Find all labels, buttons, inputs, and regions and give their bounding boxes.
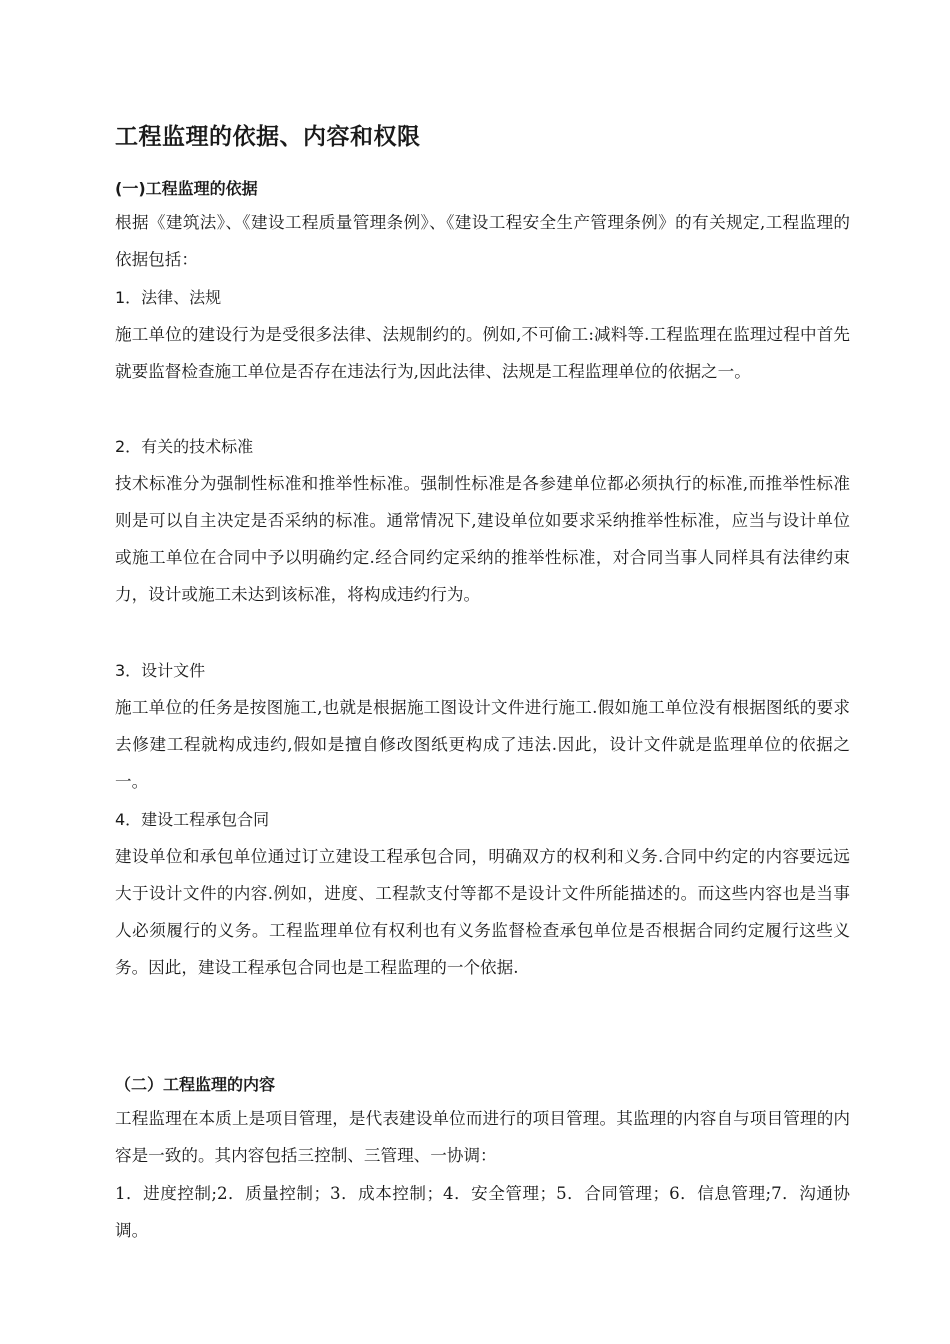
item-text-design: 施工单位的任务是按图施工,也就是根据施工图设计文件进行施工.假如施工单位没有根据图纸的要求去修建工程就构成违约,假如是擅自修改图纸更构成了违法.因此，设计文件就是监理单位的依据之一。	[115, 698, 850, 791]
content-list: 1．进度控制;2．质量控制；3．成本控制；4．安全管理；5．合同管理；6．信息管理;7．沟通协调。	[115, 1184, 850, 1240]
item-label-design: 3．设计文件	[115, 661, 206, 680]
item-text-contract: 建设单位和承包单位通过订立建设工程承包合同，明确双方的权利和义务.合同中约定的内容要远远大于设计文件的内容.例如，进度、工程款支付等都不是设计文件所能描述的。而这些内容也是当事人必须履行的义务。工程监理单位有权利也有义务监督检查承包单位是否根据合同约定履行这些义务。因此，建设工程承包合同也是工程监理的一个依据.	[115, 847, 850, 977]
section-heading-content: （二）工程监理的内容	[115, 1075, 276, 1094]
section-intro-content: 工程监理在本质上是项目管理，是代表建设单位而进行的项目管理。其监理的内容自与项目管理的内容是一致的。其内容包括三控制、三管理、一协调：	[115, 1109, 850, 1165]
item-label-contract: 4．建设工程承包合同	[115, 810, 270, 829]
document-title: 工程监理的依据、内容和权限	[115, 124, 421, 150]
item-text-standards: 技术标准分为强制性标准和推举性标准。强制性标准是各参建单位都必须执行的标准,而推举性标准则是可以自主决定是否采纳的标准。通常情况下,建设单位如要求采纳推举性标准，应当与设计单位或施工单位在合同中予以明确约定.经合同约定采纳的推举性标准，对合同当事人同样具有法律约束力，设计或施工未达到该标准，将构成违约行为。	[115, 474, 850, 604]
item-text-laws: 施工单位的建设行为是受很多法律、法规制约的。例如,不可偷工:减料等.工程监理在监理过程中首先就要监督检查施工单位是否存在违法行为,因此法律、法规是工程监理单位的依据之一。	[115, 325, 850, 381]
item-label-laws: 1．法律、法规	[115, 288, 222, 307]
section-heading-basis: (一)工程监理的依据	[115, 179, 258, 198]
section-intro-basis: 根据《建筑法》、《建设工程质量管理条例》、《建设工程安全生产管理条例》的有关规定,工程监理的依据包括：	[115, 213, 850, 269]
item-label-standards: 2．有关的技术标准	[115, 437, 254, 456]
